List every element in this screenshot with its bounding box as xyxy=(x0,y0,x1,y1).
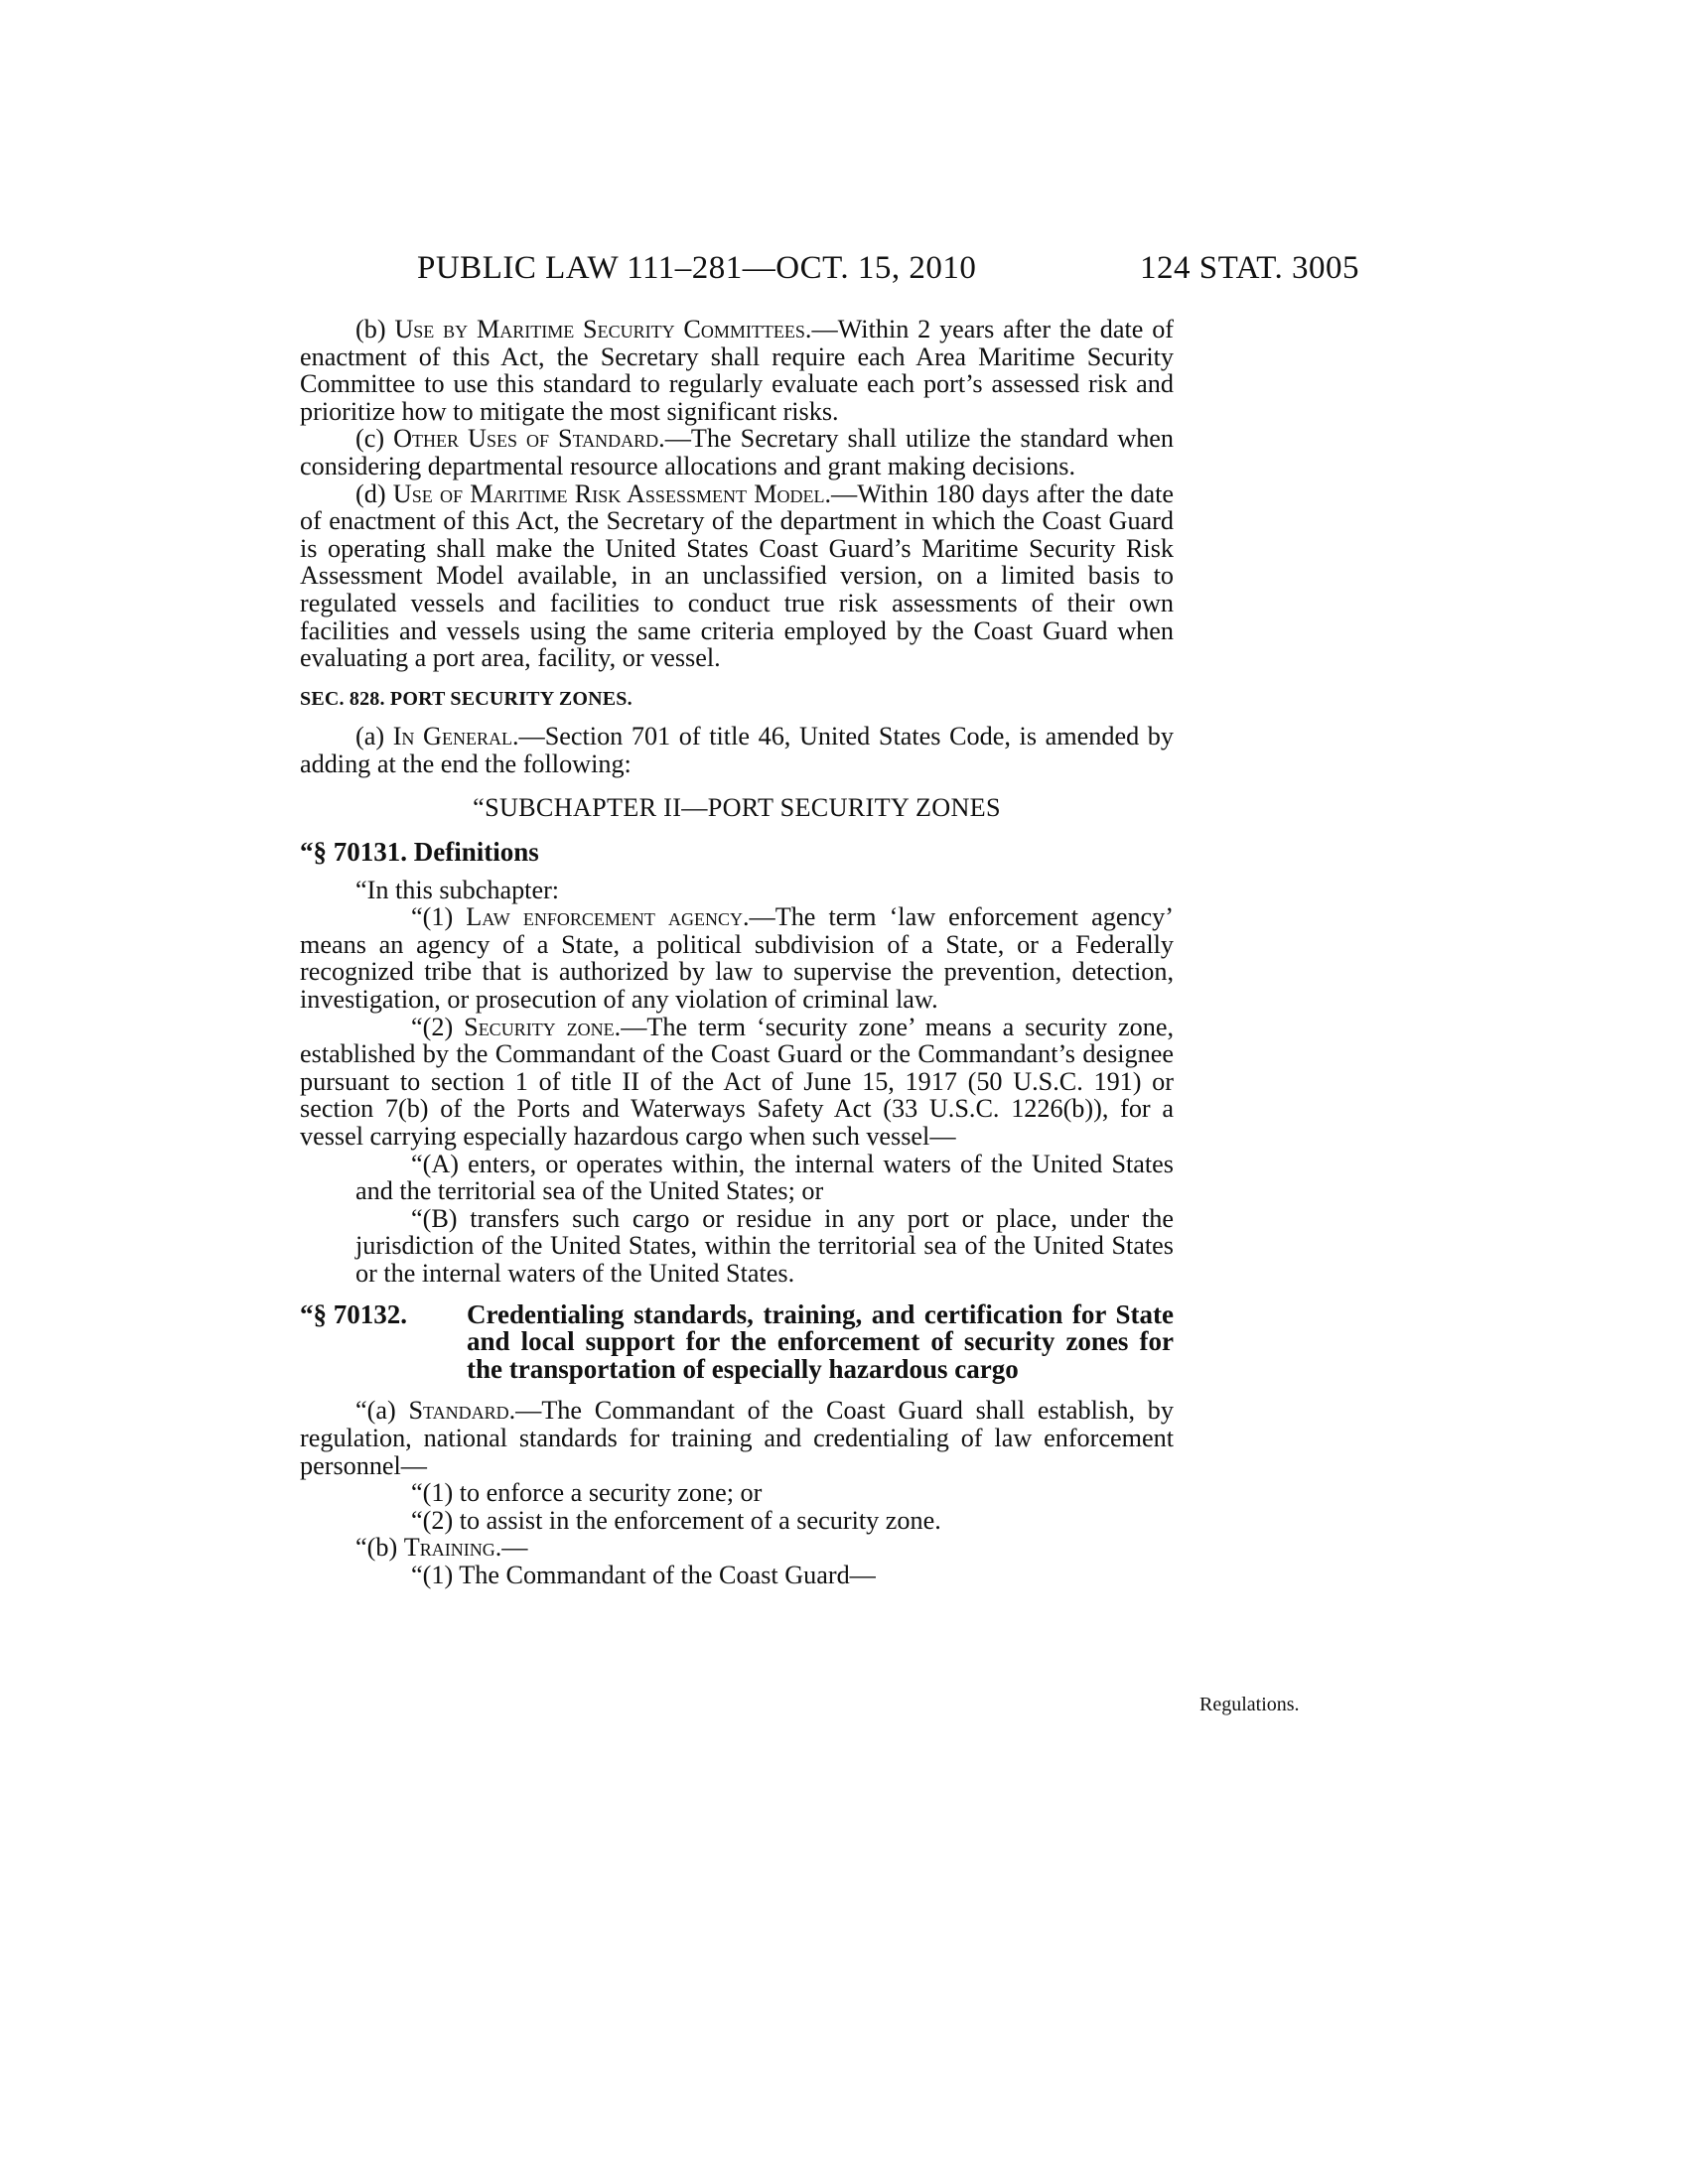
section-70132-a-item-2: “(2) to assist in the enforcement of a security zone. xyxy=(411,1505,941,1535)
section-70132-a-item-1: “(1) to enforce a security zone; or xyxy=(411,1478,763,1508)
section-70131-heading: “§ 70131. Definitions xyxy=(300,837,539,868)
definition-1-heading: Law enforcement agency xyxy=(466,902,743,932)
subchapter-heading: “SUBCHAPTER II—PORT SECURITY ZONES xyxy=(473,792,1001,822)
section-70132-paragraph-a-heading: Standard xyxy=(408,1396,509,1426)
section-828-paragraph-a: (a) In General.—Section 701 of title 46, United States Code, is amended by adding at the end the following: xyxy=(300,722,1174,778)
section-70132-paragraph-b-heading: Training xyxy=(403,1533,495,1563)
section-70132-title: Credentialing standards, training, and certification for State and local support for the enforcement of security zones for the transportation of especially hazardous cargo xyxy=(467,1298,1174,1384)
paragraph-b: (b) Use by Maritime Security Committees.—Within 2 years after the date of enactment of this Act, the Secretary shall require each Area Maritime Security Committee to use this standard to regularly evaluate each port’s assessed risk and prioritize how to mitigate the most significant risks. xyxy=(300,315,1175,426)
section-70132-number: “§ 70132. xyxy=(300,1298,407,1329)
running-header-law: PUBLIC LAW 111–281—OCT. 15, 2010 xyxy=(417,250,977,286)
definition-1: “(1) Law enforcement agency.—The term ‘law enforcement agency’ means an agency of a State, a political subdivision of a State, or a Federally recognized tribe that is authorized by law to supervise the prevention, detection, investigation, or prosecution of any violation of criminal law. xyxy=(300,902,1174,1015)
section-70132-heading xyxy=(300,1298,1174,1384)
paragraph-d-heading: Use of Maritime Risk Assessment Model xyxy=(392,478,825,508)
paragraph-c-heading: Other Uses of Standard xyxy=(393,424,659,454)
section-70132-paragraph-a: “(a) Standard.—The Commandant of the Coast Guard shall establish, by regulation, national standards for training and credentialing of law enforcement personnel— xyxy=(300,1396,1174,1480)
section-828-paragraph-a-heading: In General xyxy=(392,722,512,751)
definition-2-heading: Security zone xyxy=(464,1012,615,1041)
section-70131-intro: “In this subchapter: xyxy=(355,875,560,904)
paragraph-b-heading: Use by Maritime Security Committees xyxy=(394,315,805,343)
paragraph-c: (c) Other Uses of Standard.—The Secretary shall utilize the standard when considering departmental resource allocations and grant making decisions. xyxy=(300,424,1174,480)
document-body xyxy=(300,316,1174,1589)
definition-2-subparagraph-b: “(B) transfers such cargo or residue in any port or place, under the jurisdiction of the United States, within the territorial sea of the United States or the internal waters of the United States. xyxy=(355,1203,1174,1288)
section-70132-paragraph-b: “(b) Training.— xyxy=(355,1533,528,1563)
margin-note-regulations: Regulations. xyxy=(1199,1694,1300,1715)
paragraph-d: (d) Use of Maritime Risk Assessment Model.—Within 180 days after the date of enactment of this Act, the Secretary of the department in which the Coast Guard is operating shall make the United States Coast Guard’s Maritime Security Risk Assessment Model available, in an unclassified version, on a limited basis to regulated vessels and facilities to conduct true risk assessments of their own facilities and vessels using the same criteria employed by the Coast Guard when evaluating a port area, facility, or vessel. xyxy=(300,478,1174,673)
section-828-heading: SEC. 828. PORT SECURITY ZONES. xyxy=(300,687,633,710)
section-70132-b-item-1: “(1) The Commandant of the Coast Guard— xyxy=(411,1560,876,1589)
definition-2: “(2) Security zone.—The term ‘security zone’ means a security zone, established by the Commandant of the Coast Guard or the Commandant’s designee pursuant to section 1 of title II of the Act of June 15, 1917 (50 U.S.C. 191) or section 7(b) of the Ports and Waterways Safety Act (33 U.S.C. 1226(b)), for a vessel carrying especially hazardous cargo when such vessel— xyxy=(300,1012,1175,1152)
running-header-stat-page: 124 STAT. 3005 xyxy=(1140,250,1360,286)
definition-2-subparagraph-a: “(A) enters, or operates within, the internal waters of the United States and the territorial sea of the United States; or xyxy=(355,1149,1174,1206)
